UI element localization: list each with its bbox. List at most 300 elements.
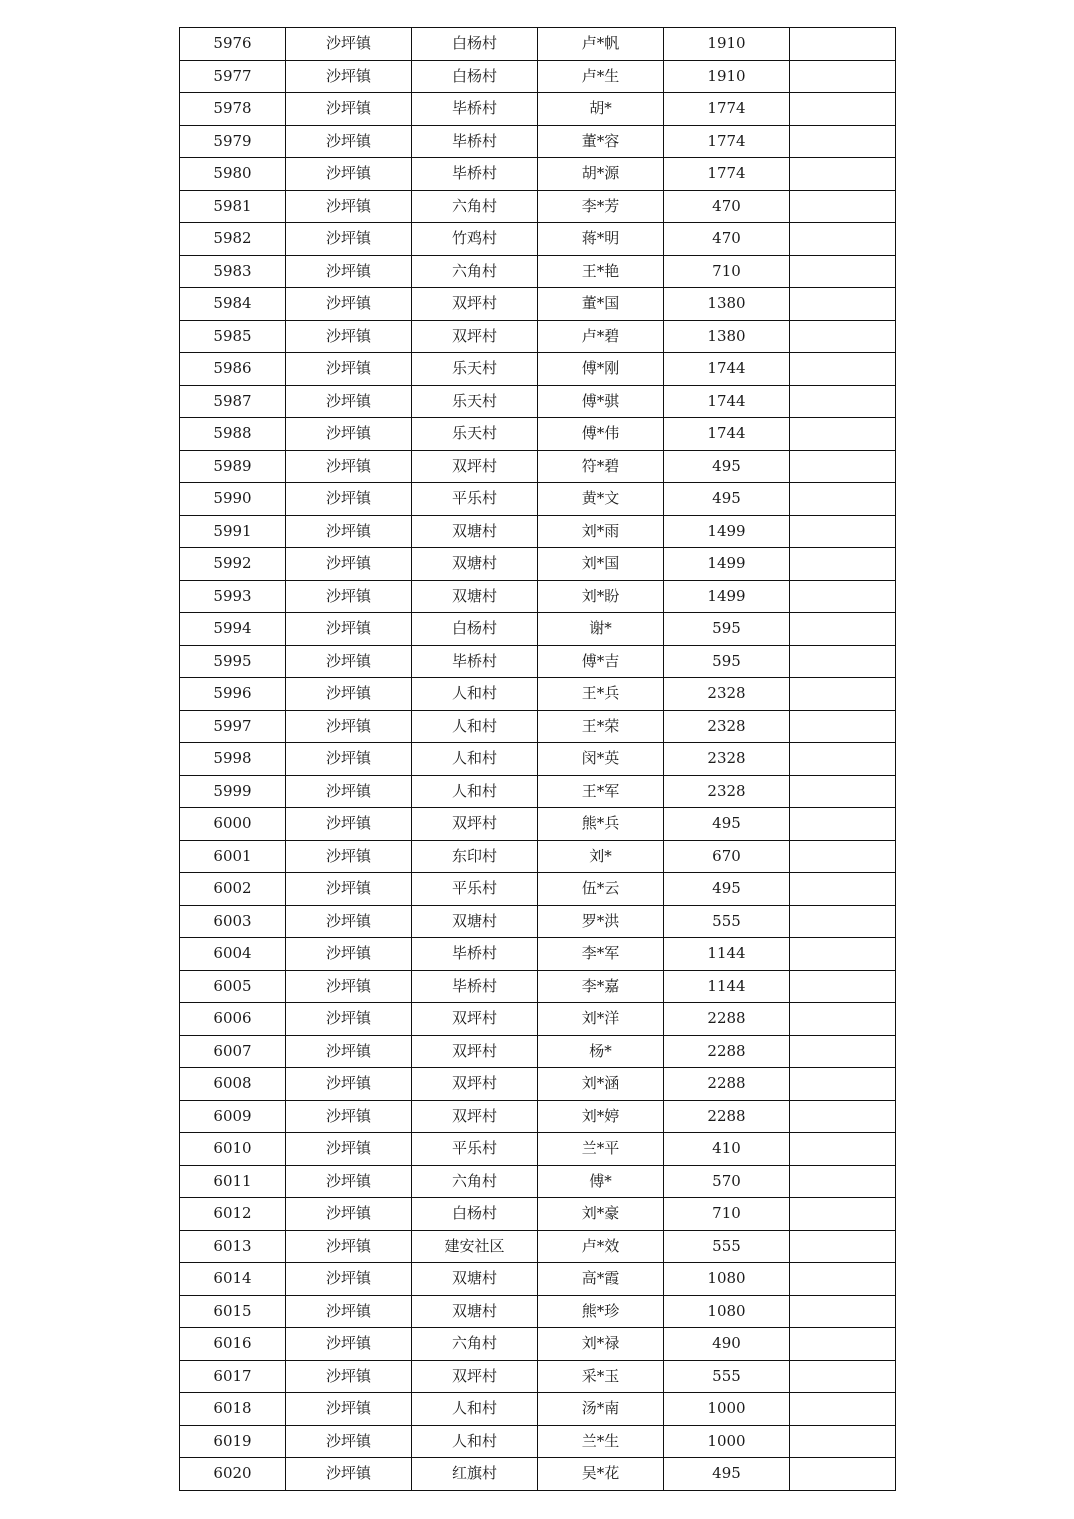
amount-cell: 490 [664,1328,790,1361]
amount-cell: 595 [664,645,790,678]
table-row [180,840,896,873]
table-row [180,1295,896,1328]
village-cell: 人和村 [412,710,538,743]
name-cell: 傅* [538,1165,664,1198]
row-number-cell: 6009 [180,1100,286,1133]
table-row [180,483,896,516]
name-cell: 黄*文 [538,483,664,516]
remark-cell [790,710,896,743]
remark-cell [790,223,896,256]
town-cell: 沙坪镇 [286,1328,412,1361]
town-cell: 沙坪镇 [286,743,412,776]
amount-cell: 2328 [664,710,790,743]
row-number-cell: 6003 [180,905,286,938]
name-cell: 采*玉 [538,1360,664,1393]
remark-cell [790,255,896,288]
table-row [180,580,896,613]
name-cell: 杨* [538,1035,664,1068]
village-cell: 乐天村 [412,418,538,451]
town-cell: 沙坪镇 [286,1003,412,1036]
village-cell: 毕桥村 [412,645,538,678]
village-cell: 白杨村 [412,60,538,93]
row-number-cell: 5977 [180,60,286,93]
town-cell: 沙坪镇 [286,1458,412,1491]
table-row [180,288,896,321]
amount-cell: 1910 [664,28,790,61]
town-cell: 沙坪镇 [286,483,412,516]
amount-cell: 555 [664,1360,790,1393]
amount-cell: 495 [664,1458,790,1491]
village-cell: 毕桥村 [412,125,538,158]
amount-cell: 495 [664,483,790,516]
name-cell: 罗*洪 [538,905,664,938]
amount-cell: 1080 [664,1263,790,1296]
town-cell: 沙坪镇 [286,1165,412,1198]
table-row [180,60,896,93]
village-cell: 六角村 [412,255,538,288]
village-cell: 平乐村 [412,873,538,906]
row-number-cell: 5983 [180,255,286,288]
amount-cell: 495 [664,873,790,906]
row-number-cell: 5978 [180,93,286,126]
name-cell: 刘*雨 [538,515,664,548]
remark-cell [790,548,896,581]
town-cell: 沙坪镇 [286,678,412,711]
town-cell: 沙坪镇 [286,1035,412,1068]
remark-cell [790,60,896,93]
town-cell: 沙坪镇 [286,873,412,906]
name-cell: 董*容 [538,125,664,158]
town-cell: 沙坪镇 [286,320,412,353]
remark-cell [790,580,896,613]
remark-cell [790,1068,896,1101]
table-row [180,873,896,906]
village-cell: 红旗村 [412,1458,538,1491]
table-row [180,1003,896,1036]
village-cell: 东印村 [412,840,538,873]
table-row [180,938,896,971]
table-row [180,1068,896,1101]
table-row [180,613,896,646]
table-body [180,28,896,1491]
table-row [180,775,896,808]
table-row [180,905,896,938]
name-cell: 王*兵 [538,678,664,711]
name-cell: 傅*刚 [538,353,664,386]
amount-cell: 710 [664,1198,790,1231]
remark-cell [790,28,896,61]
amount-cell: 2328 [664,775,790,808]
village-cell: 双坪村 [412,320,538,353]
amount-cell: 1000 [664,1425,790,1458]
remark-cell [790,418,896,451]
table-row [180,385,896,418]
amount-cell: 670 [664,840,790,873]
name-cell: 李*嘉 [538,970,664,1003]
amount-cell: 2288 [664,1035,790,1068]
amount-cell: 2288 [664,1100,790,1133]
row-number-cell: 6013 [180,1230,286,1263]
remark-cell [790,288,896,321]
row-number-cell: 6014 [180,1263,286,1296]
town-cell: 沙坪镇 [286,580,412,613]
row-number-cell: 6002 [180,873,286,906]
row-number-cell: 6005 [180,970,286,1003]
amount-cell: 2328 [664,743,790,776]
remark-cell [790,1198,896,1231]
row-number-cell: 5991 [180,515,286,548]
remark-cell [790,905,896,938]
village-cell: 人和村 [412,1425,538,1458]
amount-cell: 1080 [664,1295,790,1328]
village-cell: 人和村 [412,1393,538,1426]
table-row [180,320,896,353]
village-cell: 双塘村 [412,580,538,613]
remark-cell [790,1230,896,1263]
table-row [180,1198,896,1231]
amount-cell: 470 [664,190,790,223]
town-cell: 沙坪镇 [286,60,412,93]
town-cell: 沙坪镇 [286,970,412,1003]
amount-cell: 1000 [664,1393,790,1426]
remark-cell [790,1165,896,1198]
remark-cell [790,190,896,223]
amount-cell: 495 [664,808,790,841]
table-row [180,970,896,1003]
town-cell: 沙坪镇 [286,255,412,288]
town-cell: 沙坪镇 [286,190,412,223]
village-cell: 六角村 [412,1165,538,1198]
remark-cell [790,970,896,1003]
amount-cell: 1499 [664,580,790,613]
town-cell: 沙坪镇 [286,1393,412,1426]
row-number-cell: 5979 [180,125,286,158]
table-row [180,1230,896,1263]
village-cell: 六角村 [412,1328,538,1361]
remark-cell [790,808,896,841]
town-cell: 沙坪镇 [286,938,412,971]
town-cell: 沙坪镇 [286,1425,412,1458]
row-number-cell: 5998 [180,743,286,776]
name-cell: 李*芳 [538,190,664,223]
town-cell: 沙坪镇 [286,125,412,158]
name-cell: 闵*英 [538,743,664,776]
row-number-cell: 5986 [180,353,286,386]
village-cell: 双坪村 [412,288,538,321]
name-cell: 王*艳 [538,255,664,288]
town-cell: 沙坪镇 [286,548,412,581]
table-row [180,1393,896,1426]
amount-cell: 470 [664,223,790,256]
town-cell: 沙坪镇 [286,418,412,451]
remark-cell [790,1328,896,1361]
remark-cell [790,1035,896,1068]
amount-cell: 1499 [664,548,790,581]
remark-cell [790,678,896,711]
table-row [180,1035,896,1068]
name-cell: 李*军 [538,938,664,971]
village-cell: 双塘村 [412,548,538,581]
amount-cell: 2328 [664,678,790,711]
village-cell: 白杨村 [412,1198,538,1231]
name-cell: 王*荣 [538,710,664,743]
village-cell: 毕桥村 [412,938,538,971]
name-cell: 刘*洋 [538,1003,664,1036]
row-number-cell: 6020 [180,1458,286,1491]
amount-cell: 495 [664,450,790,483]
row-number-cell: 5997 [180,710,286,743]
name-cell: 汤*南 [538,1393,664,1426]
town-cell: 沙坪镇 [286,775,412,808]
name-cell: 卢*效 [538,1230,664,1263]
name-cell: 卢*碧 [538,320,664,353]
amount-cell: 1774 [664,93,790,126]
name-cell: 刘*豪 [538,1198,664,1231]
remark-cell [790,158,896,191]
row-number-cell: 6004 [180,938,286,971]
table-row [180,93,896,126]
remark-cell [790,1458,896,1491]
remark-cell [790,743,896,776]
row-number-cell: 6000 [180,808,286,841]
row-number-cell: 5995 [180,645,286,678]
name-cell: 王*军 [538,775,664,808]
name-cell: 卢*生 [538,60,664,93]
table-row [180,418,896,451]
name-cell: 吴*花 [538,1458,664,1491]
town-cell: 沙坪镇 [286,353,412,386]
name-cell: 傅*骐 [538,385,664,418]
village-cell: 人和村 [412,743,538,776]
name-cell: 高*霞 [538,1263,664,1296]
name-cell: 刘*国 [538,548,664,581]
town-cell: 沙坪镇 [286,613,412,646]
table-row [180,808,896,841]
town-cell: 沙坪镇 [286,288,412,321]
name-cell: 符*碧 [538,450,664,483]
town-cell: 沙坪镇 [286,808,412,841]
amount-cell: 2288 [664,1068,790,1101]
row-number-cell: 6012 [180,1198,286,1231]
remark-cell [790,775,896,808]
name-cell: 刘*禄 [538,1328,664,1361]
remark-cell [790,125,896,158]
row-number-cell: 5992 [180,548,286,581]
village-cell: 人和村 [412,678,538,711]
name-cell: 傅*吉 [538,645,664,678]
row-number-cell: 5981 [180,190,286,223]
village-cell: 双坪村 [412,1003,538,1036]
town-cell: 沙坪镇 [286,1360,412,1393]
row-number-cell: 6015 [180,1295,286,1328]
village-cell: 毕桥村 [412,93,538,126]
amount-cell: 570 [664,1165,790,1198]
remark-cell [790,1263,896,1296]
remark-cell [790,353,896,386]
row-number-cell: 6016 [180,1328,286,1361]
remark-cell [790,1100,896,1133]
town-cell: 沙坪镇 [286,1295,412,1328]
remark-cell [790,385,896,418]
row-number-cell: 5988 [180,418,286,451]
amount-cell: 710 [664,255,790,288]
amount-cell: 1774 [664,125,790,158]
village-cell: 双坪村 [412,450,538,483]
town-cell: 沙坪镇 [286,1068,412,1101]
remark-cell [790,515,896,548]
village-cell: 白杨村 [412,613,538,646]
row-number-cell: 6001 [180,840,286,873]
remark-cell [790,450,896,483]
town-cell: 沙坪镇 [286,158,412,191]
town-cell: 沙坪镇 [286,28,412,61]
row-number-cell: 6011 [180,1165,286,1198]
table-row [180,1100,896,1133]
amount-cell: 1744 [664,353,790,386]
row-number-cell: 6010 [180,1133,286,1166]
row-number-cell: 6017 [180,1360,286,1393]
town-cell: 沙坪镇 [286,645,412,678]
table-row [180,1458,896,1491]
town-cell: 沙坪镇 [286,710,412,743]
amount-cell: 1144 [664,938,790,971]
remark-cell [790,1393,896,1426]
table-row [180,255,896,288]
remark-cell [790,320,896,353]
row-number-cell: 5984 [180,288,286,321]
table-row [180,1425,896,1458]
remark-cell [790,873,896,906]
row-number-cell: 5980 [180,158,286,191]
amount-cell: 1744 [664,418,790,451]
remark-cell [790,1360,896,1393]
village-cell: 毕桥村 [412,970,538,1003]
village-cell: 双坪村 [412,1360,538,1393]
village-cell: 双坪村 [412,1035,538,1068]
amount-cell: 1910 [664,60,790,93]
name-cell: 胡* [538,93,664,126]
table-row [180,450,896,483]
name-cell: 刘*婷 [538,1100,664,1133]
row-number-cell: 5994 [180,613,286,646]
remark-cell [790,1425,896,1458]
table-row [180,158,896,191]
name-cell: 刘*盼 [538,580,664,613]
village-cell: 人和村 [412,775,538,808]
table-row [180,1328,896,1361]
town-cell: 沙坪镇 [286,385,412,418]
village-cell: 六角村 [412,190,538,223]
remark-cell [790,938,896,971]
town-cell: 沙坪镇 [286,450,412,483]
town-cell: 沙坪镇 [286,515,412,548]
village-cell: 双坪村 [412,808,538,841]
remark-cell [790,645,896,678]
name-cell: 蒋*明 [538,223,664,256]
town-cell: 沙坪镇 [286,223,412,256]
amount-cell: 1380 [664,288,790,321]
name-cell: 傅*伟 [538,418,664,451]
remark-cell [790,483,896,516]
table-row [180,1133,896,1166]
row-number-cell: 5985 [180,320,286,353]
name-cell: 兰*生 [538,1425,664,1458]
row-number-cell: 5996 [180,678,286,711]
village-cell: 白杨村 [412,28,538,61]
town-cell: 沙坪镇 [286,1230,412,1263]
row-number-cell: 5993 [180,580,286,613]
town-cell: 沙坪镇 [286,1198,412,1231]
amount-cell: 1774 [664,158,790,191]
town-cell: 沙坪镇 [286,93,412,126]
town-cell: 沙坪镇 [286,1100,412,1133]
table-row [180,223,896,256]
village-cell: 双塘村 [412,1295,538,1328]
village-cell: 双坪村 [412,1100,538,1133]
remark-cell [790,1133,896,1166]
remark-cell [790,613,896,646]
table-row [180,645,896,678]
row-number-cell: 5990 [180,483,286,516]
amount-cell: 1744 [664,385,790,418]
amount-cell: 1380 [664,320,790,353]
amount-cell: 1144 [664,970,790,1003]
table-row [180,743,896,776]
table-row [180,353,896,386]
name-cell: 董*国 [538,288,664,321]
town-cell: 沙坪镇 [286,1133,412,1166]
table-row [180,1165,896,1198]
amount-cell: 2288 [664,1003,790,1036]
table-row [180,710,896,743]
village-cell: 乐天村 [412,385,538,418]
table-row [180,190,896,223]
village-cell: 乐天村 [412,353,538,386]
table-row [180,1263,896,1296]
name-cell: 兰*平 [538,1133,664,1166]
remark-cell [790,1003,896,1036]
table-row [180,125,896,158]
name-cell: 谢* [538,613,664,646]
village-cell: 竹鸡村 [412,223,538,256]
row-number-cell: 6006 [180,1003,286,1036]
table-row [180,678,896,711]
town-cell: 沙坪镇 [286,840,412,873]
row-number-cell: 5982 [180,223,286,256]
table-row [180,28,896,61]
remark-cell [790,93,896,126]
town-cell: 沙坪镇 [286,905,412,938]
row-number-cell: 5976 [180,28,286,61]
name-cell: 刘* [538,840,664,873]
amount-cell: 555 [664,1230,790,1263]
row-number-cell: 5999 [180,775,286,808]
village-cell: 双坪村 [412,1068,538,1101]
village-cell: 双塘村 [412,515,538,548]
amount-cell: 555 [664,905,790,938]
village-cell: 双塘村 [412,905,538,938]
village-cell: 建安社区 [412,1230,538,1263]
row-number-cell: 5987 [180,385,286,418]
table-row [180,515,896,548]
village-cell: 平乐村 [412,1133,538,1166]
row-number-cell: 6007 [180,1035,286,1068]
table-row [180,548,896,581]
table-row [180,1360,896,1393]
name-cell: 卢*帆 [538,28,664,61]
name-cell: 伍*云 [538,873,664,906]
row-number-cell: 6019 [180,1425,286,1458]
